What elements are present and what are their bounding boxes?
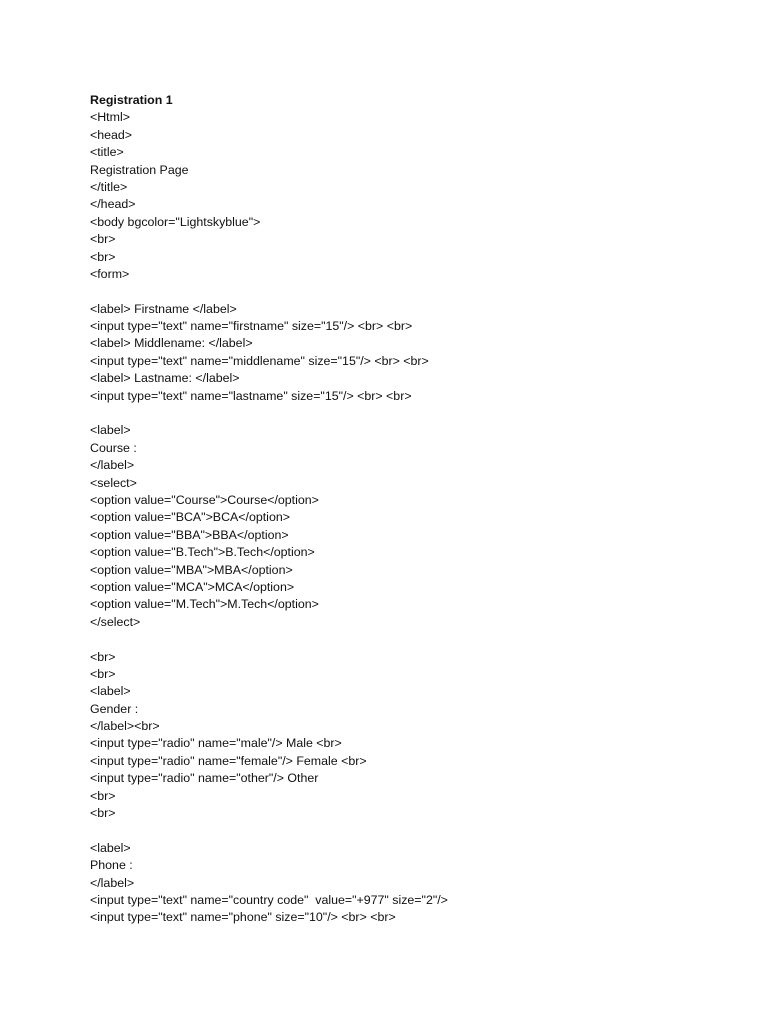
code-line: <option value="Course">Course</option>	[90, 492, 319, 507]
code-line: </label>	[90, 458, 135, 473]
code-line: <option value="MBA">MBA</option>	[90, 562, 293, 577]
code-line: <input type="text" name="middlename" size="15"/> <br> <br>	[90, 353, 429, 368]
code-line: <body bgcolor="Lightskyblue">	[90, 214, 261, 229]
code-line: <option value="MCA">MCA</option>	[90, 579, 295, 594]
code-line: <form>	[90, 266, 130, 281]
code-line: <input type="text" name="phone" size="10"/> <br> <br>	[90, 910, 396, 925]
code-line: <Html>	[90, 110, 130, 125]
code-line: </select>	[90, 614, 141, 629]
code-line: <input type="radio" name="other"/> Other	[90, 771, 319, 786]
code-line: </title>	[90, 179, 128, 194]
code-line: <label> Middlename: </label>	[90, 336, 253, 351]
code-line: Phone :	[90, 858, 133, 873]
code-line: <label>	[90, 684, 131, 699]
code-line: <br>	[90, 649, 116, 664]
code-line: <title>	[90, 145, 124, 160]
code-line: <label> Firstname </label>	[90, 301, 237, 316]
document-heading: Registration 1	[90, 93, 173, 107]
blank-line	[90, 631, 730, 648]
code-line: <br>	[90, 666, 116, 681]
code-line: <br>	[90, 249, 116, 264]
code-line: <label>	[90, 423, 131, 438]
code-line: <br>	[90, 788, 116, 803]
code-line: <br>	[90, 806, 116, 821]
code-line: <option value="BBA">BBA</option>	[90, 527, 289, 542]
code-line: <input type="radio" name="male"/> Male <br>	[90, 736, 342, 751]
code-line: <option value="M.Tech">M.Tech</option>	[90, 597, 319, 612]
code-line: <option value="B.Tech">B.Tech</option>	[90, 545, 315, 560]
code-line: <input type="text" name="lastname" size="15"/> <br> <br>	[90, 388, 412, 403]
code-line: <label> Lastname: </label>	[90, 371, 240, 386]
blank-line	[90, 405, 730, 422]
blank-line	[90, 283, 730, 300]
code-line: <input type="text" name="firstname" size="15"/> <br> <br>	[90, 319, 413, 334]
code-line: <br>	[90, 232, 116, 247]
code-listing	[90, 109, 730, 926]
document-page	[90, 92, 730, 927]
code-line: Course :	[90, 440, 137, 455]
code-line: </head>	[90, 197, 136, 212]
code-line: Gender :	[90, 701, 139, 716]
code-line: <head>	[90, 127, 133, 142]
code-line: <option value="BCA">BCA</option>	[90, 510, 290, 525]
code-line: </label><br>	[90, 719, 160, 734]
blank-line	[90, 822, 730, 839]
code-line: <label>	[90, 840, 131, 855]
code-line: </label>	[90, 875, 135, 890]
code-line: <input type="radio" name="female"/> Female <br>	[90, 753, 367, 768]
code-line: Registration Page	[90, 162, 189, 177]
code-line: <select>	[90, 475, 137, 490]
code-line: <input type="text" name="country code" value="+977" size="2"/>	[90, 892, 448, 907]
